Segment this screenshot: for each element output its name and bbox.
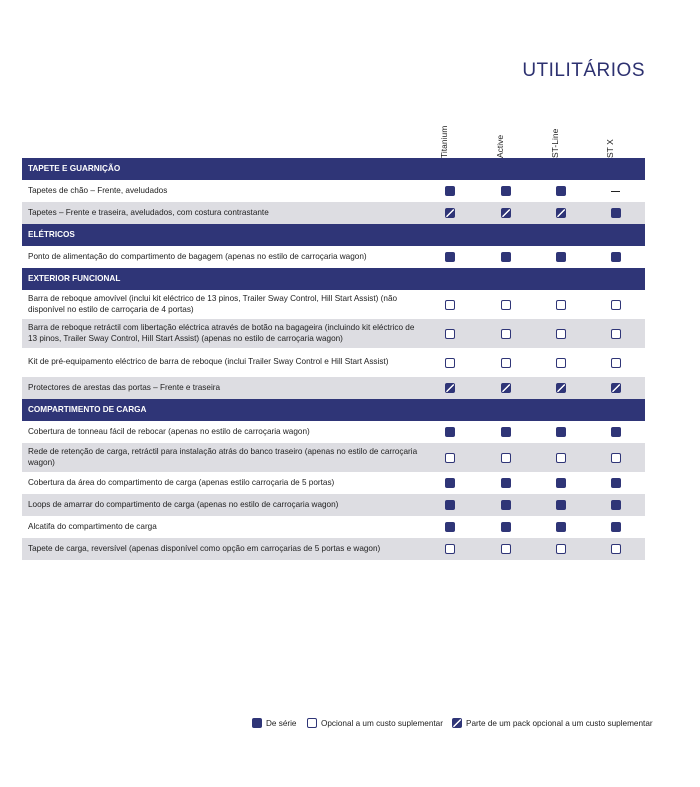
optional-icon xyxy=(611,453,621,463)
optional-icon xyxy=(611,358,621,368)
table-row xyxy=(22,538,645,560)
row-label: Cobertura de tonneau fácil de rebocar (apenas no estilo de carroçaria wagon) xyxy=(28,426,310,436)
equipment-table xyxy=(22,158,645,560)
optional-icon xyxy=(556,544,566,554)
column-headers: Titanium Active ST-Line ST X xyxy=(439,125,615,158)
optional-icon xyxy=(445,329,455,339)
row-label: Tapete de carga, reversível (apenas disponível como opção em carroçarias de 5 portas e wagon) xyxy=(28,543,381,553)
table-row xyxy=(22,494,645,516)
table-row xyxy=(22,180,645,202)
table-row xyxy=(22,377,645,399)
row-label: Tapetes – Frente e traseira, aveludados, com costura contrastante xyxy=(28,207,269,217)
row-label: Ponto de alimentação do compartimento de bagagem (apenas no estilo de carroçaria wagon) xyxy=(28,251,367,261)
table-row xyxy=(22,472,645,494)
standard-icon xyxy=(445,186,455,196)
optional-icon xyxy=(556,329,566,339)
section-header: COMPARTIMENTO DE CARGA xyxy=(22,399,645,421)
pack-icon xyxy=(445,208,455,218)
row-label: Loops de amarrar do compartimento de carga (apenas no estilo de carroçaria wagon) xyxy=(28,499,339,509)
standard-icon xyxy=(501,522,511,532)
standard-icon xyxy=(445,500,455,510)
row-label: Barra de reboque retráctil com libertação eléctrica através de botão na bagageira (incluindo kit eléctrico de 13 pinos, Trailer Sway Control, Hill Start Assist) (apenas no estilo de carroçaria wagon) xyxy=(28,323,415,343)
row-label: Protectores de arestas das portas – Frente e traseira xyxy=(28,382,221,392)
pack-icon xyxy=(501,383,511,393)
optional-icon xyxy=(501,358,511,368)
row-label: Kit de pré-equipamento eléctrico de barra de reboque (inclui Trailer Sway Control e Hill Start Assist) xyxy=(28,357,389,367)
optional-icon xyxy=(445,453,455,463)
table-row xyxy=(22,319,645,348)
legend-pack: Parte de um pack opcional a um custo suplementar xyxy=(452,718,653,728)
standard-icon xyxy=(556,522,566,532)
optional-icon xyxy=(611,329,621,339)
optional-icon xyxy=(611,300,621,310)
legend-standard: De série xyxy=(252,718,297,728)
standard-icon xyxy=(556,478,566,488)
pack-icon xyxy=(445,383,455,393)
pack-icon xyxy=(556,383,566,393)
table-row xyxy=(22,421,645,443)
standard-icon xyxy=(556,252,566,262)
pack-icon xyxy=(501,208,511,218)
optional-icon xyxy=(556,358,566,368)
optional-icon xyxy=(501,300,511,310)
optional-icon xyxy=(445,300,455,310)
table-row xyxy=(22,290,645,319)
standard-icon xyxy=(611,208,621,218)
pack-icon xyxy=(452,718,462,728)
optional-icon xyxy=(501,329,511,339)
page-title: UTILITÁRIOS xyxy=(522,60,645,81)
optional-icon xyxy=(501,453,511,463)
standard-icon xyxy=(501,478,511,488)
standard-icon xyxy=(611,522,621,532)
table-row xyxy=(22,246,645,268)
standard-icon xyxy=(501,427,511,437)
standard-icon xyxy=(501,252,511,262)
table-row xyxy=(22,516,645,538)
standard-icon xyxy=(445,427,455,437)
table-row xyxy=(22,202,645,224)
standard-icon xyxy=(501,500,511,510)
optional-icon xyxy=(501,544,511,554)
row-label: Tapetes de chão – Frente, aveludados xyxy=(28,185,168,195)
not-available-dash xyxy=(611,191,620,192)
pack-icon xyxy=(556,208,566,218)
standard-icon xyxy=(445,252,455,262)
standard-icon xyxy=(611,500,621,510)
optional-icon xyxy=(611,544,621,554)
standard-icon xyxy=(611,427,621,437)
section-header: EXTERIOR FUNCIONAL xyxy=(22,268,645,290)
standard-icon xyxy=(445,522,455,532)
row-label: Rede de retenção de carga, retráctil para instalação atrás do banco traseiro (apenas no estilo de carroçaria wagon) xyxy=(28,447,418,467)
standard-icon xyxy=(556,186,566,196)
optional-icon xyxy=(445,358,455,368)
standard-icon xyxy=(501,186,511,196)
section-header: ELÉTRICOS xyxy=(22,224,645,246)
row-label: Alcatifa do compartimento de carga xyxy=(28,521,157,531)
optional-icon xyxy=(556,300,566,310)
standard-icon xyxy=(556,500,566,510)
table-row xyxy=(22,443,645,472)
standard-icon xyxy=(252,718,262,728)
optional-icon xyxy=(556,453,566,463)
standard-icon xyxy=(611,252,621,262)
standard-icon xyxy=(611,478,621,488)
row-label: Cobertura da área do compartimento de carga (apenas estilo carroçaria de 5 portas) xyxy=(28,477,335,487)
optional-icon xyxy=(445,544,455,554)
optional-icon xyxy=(307,718,317,728)
table-row xyxy=(22,348,645,377)
pack-icon xyxy=(611,383,621,393)
standard-icon xyxy=(445,478,455,488)
standard-icon xyxy=(556,427,566,437)
row-label: Barra de reboque amovível (inclui kit eléctrico de 13 pinos, Trailer Sway Control, Hill Start Assist) (não disponível no estilo de carroçaria de 4 portas) xyxy=(28,294,398,314)
section-header: TAPETE E GUARNIÇÃO xyxy=(22,158,645,180)
legend-optional: Opcional a um custo suplementar xyxy=(307,718,443,728)
